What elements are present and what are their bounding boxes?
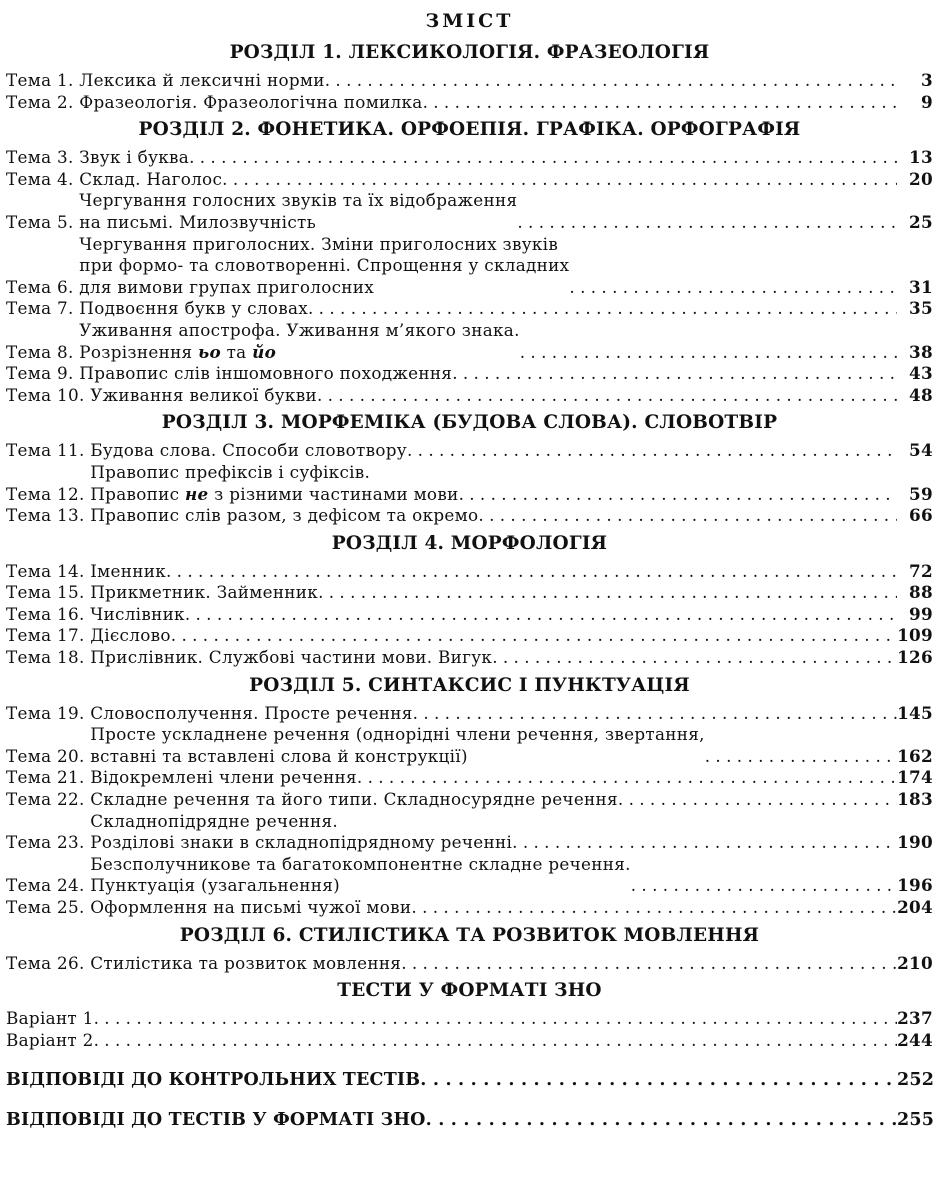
dot-leader (308, 298, 897, 320)
topic-label: Тема 2. (6, 91, 80, 112)
topic-title-line: Складнопідрядне речення. (90, 810, 339, 831)
dot-leader (166, 561, 897, 583)
topic-label: Тема 14. (6, 560, 91, 581)
page-number: 252 (897, 1070, 935, 1091)
topic-title-line: Відокремлені члени речення (90, 767, 357, 788)
page-number: 145 (897, 702, 933, 723)
topic-title-line: Правопис не з різними частинами мови (90, 483, 459, 504)
dot-leader (357, 767, 897, 789)
dot-leader (705, 746, 897, 768)
toc-entry[interactable] (6, 897, 933, 919)
toc-entry[interactable] (6, 190, 933, 233)
toc-entry[interactable] (6, 1008, 933, 1030)
page-number: 9 (921, 91, 933, 112)
dot-leader (420, 1069, 897, 1091)
page-number: 66 (909, 505, 933, 526)
page-number: 174 (897, 767, 933, 788)
topic-title-line: Іменник (90, 560, 167, 581)
topic-label: Тема 5. (6, 211, 80, 232)
dot-leader (452, 363, 897, 385)
topic-title-line: для вимови групах приголосних (79, 276, 375, 297)
topic-title-line: Варіант 2 (6, 1029, 94, 1050)
page-number: 244 (897, 1029, 933, 1050)
topic-label: Тема 24. (6, 875, 91, 896)
dot-leader (426, 1109, 897, 1131)
dot-leader (478, 505, 897, 527)
topic-label: Тема 3. (6, 147, 80, 168)
topic-title-line: Стилістика та розвиток мовлення (90, 952, 402, 973)
topic-label: Тема 7. (6, 298, 80, 319)
page-number: 48 (909, 384, 933, 405)
topic-title-line: Звук і буква (79, 147, 190, 168)
dot-leader (512, 832, 897, 854)
dot-leader (569, 277, 897, 299)
topic-title-line: Лексика й лексичні норми (79, 70, 325, 90)
topic-label: Тема 4. (6, 168, 80, 189)
toc-entry[interactable] (6, 234, 933, 299)
topic-title-line: Числівник (90, 603, 185, 624)
page-number: 38 (909, 341, 933, 362)
topic-title-line: Прислівник. Службові частини мови. Вигук (90, 647, 493, 668)
topic-title-line: Дієслово (90, 625, 171, 646)
answers-entry[interactable] (6, 1069, 933, 1091)
topic-label: Тема 25. (6, 897, 91, 917)
dot-leader (618, 789, 897, 811)
page-number: 255 (897, 1110, 935, 1131)
toc-entry[interactable] (6, 604, 933, 626)
toc-entry[interactable] (6, 363, 933, 385)
topic-title-line: Варіант 1 (6, 1008, 94, 1029)
page-number: 204 (897, 897, 933, 917)
topic-title-line: Чергування голосних звуків та їх відображення (79, 190, 518, 211)
topic-title-line: Уживання апострофа. Уживання м’якого знака. (79, 319, 520, 340)
topic-label: Тема 15. (6, 582, 91, 603)
topic-label: Тема 9. (6, 363, 80, 384)
toc-entry[interactable] (6, 811, 933, 854)
topic-title-line: вставні та вставлені слова й конструкції) (90, 745, 468, 766)
page-number: 190 (897, 832, 933, 853)
toc-entry[interactable] (6, 1030, 933, 1052)
dot-leader (325, 70, 897, 92)
topic-title-line: Правопис слів разом, з дефісом та окремо (90, 505, 479, 526)
topic-title-line: Розділові знаки в складнопідрядному реченні (90, 832, 513, 853)
page-number: 25 (909, 211, 933, 232)
page-number: 109 (897, 625, 933, 646)
dot-leader (189, 147, 897, 169)
page-number: 99 (909, 603, 933, 624)
topic-label: Тема 12. (6, 483, 91, 504)
topic-title-line: Чергування приголосних. Зміни приголосних звуків (79, 233, 559, 254)
dot-leader (631, 875, 897, 897)
section-heading: РОЗДІЛ 2. ФОНЕТИКА. ОРФОЕПІЯ. ГРАФІКА. ОРФОГРАФІЯ (138, 119, 801, 141)
topic-label: Тема 16. (6, 603, 91, 624)
topic-label: Тема 22. (6, 789, 91, 810)
toc-entry[interactable] (6, 561, 933, 583)
topic-label: Тема 23. (6, 832, 91, 853)
toc-entry[interactable] (6, 647, 933, 669)
page-number: 88 (909, 582, 933, 603)
topic-label: Тема 6. (6, 276, 80, 297)
topic-label: Тема 17. (6, 625, 91, 646)
topic-title-line: Розрізнення ьо та йо (79, 341, 277, 362)
page-number: 59 (909, 483, 933, 504)
section-heading: РОЗДІЛ 6. СТИЛІСТИКА ТА РОЗВИТОК МОВЛЕННЯ (179, 924, 760, 946)
dot-leader (318, 582, 897, 604)
toc-entry[interactable] (6, 385, 933, 407)
dot-leader (222, 169, 897, 191)
answers-entry[interactable] (6, 1109, 933, 1131)
dot-leader (520, 342, 897, 364)
toc-entry[interactable] (6, 462, 933, 505)
topic-title-line: Безсполучникове та багатокомпонентне складне речення. (90, 853, 631, 874)
topic-label: Тема 1. (6, 70, 80, 90)
section-heading: РОЗДІЛ 4. МОРФОЛОГІЯ (331, 532, 608, 554)
dot-leader (185, 604, 897, 626)
topic-label: Тема 18. (6, 647, 91, 668)
toc-entry[interactable] (6, 953, 933, 975)
dot-leader (401, 953, 897, 975)
toc-body (6, 36, 933, 1131)
page-title: ЗМІСТ (425, 10, 514, 32)
page-number: 35 (909, 298, 933, 319)
topic-title-line: Пунктуація (узагальнення) (90, 875, 340, 896)
toc-entry[interactable] (6, 147, 933, 169)
section-heading: РОЗДІЛ 5. СИНТАКСИС І ПУНКТУАЦІЯ (249, 674, 690, 696)
toc-entry[interactable] (6, 854, 933, 897)
toc-entry[interactable] (6, 92, 933, 114)
dot-leader (459, 484, 897, 506)
topic-label: Тема 8. (6, 341, 80, 362)
toc-entry[interactable] (6, 440, 933, 462)
page-number: 237 (897, 1008, 933, 1029)
toc-entry[interactable] (6, 789, 933, 811)
page-number: 210 (897, 952, 933, 973)
page-number: 183 (897, 789, 933, 810)
topic-label: Тема 21. (6, 767, 91, 788)
dot-leader (407, 440, 897, 462)
toc-entry[interactable] (6, 582, 933, 604)
toc-entry[interactable] (6, 169, 933, 191)
topic-title-line: Складне речення та його типи. Складносурядне речення (90, 789, 618, 810)
page-number: 162 (897, 745, 933, 766)
toc-entry[interactable] (6, 320, 933, 363)
topic-title-line: Просте ускладнене речення (однорідні члени речення, звертання, (90, 724, 705, 745)
page-number: 3 (921, 70, 933, 90)
section-heading: РОЗДІЛ 1. ЛЕКСИКОЛОГІЯ. ФРАЗЕОЛОГІЯ (229, 42, 710, 63)
topic-title-line: при формо- та словотворенні. Спрощення у складних (79, 255, 570, 276)
topic-title-line: Словосполучення. Просте речення (90, 702, 413, 723)
topic-title-line: Фразеологія. Фразеологічна помилка (79, 91, 423, 112)
dot-leader (492, 647, 897, 669)
topic-label: Тема 19. (6, 702, 91, 723)
topic-label: Тема 20. (6, 745, 91, 766)
page-number: 31 (909, 276, 933, 297)
page-number: 72 (909, 560, 933, 581)
dot-leader (423, 92, 897, 114)
topic-label: Тема 13. (6, 505, 91, 526)
topic-label: Тема 26. (6, 952, 91, 973)
topic-title-line: Склад. Наголос (79, 168, 223, 189)
toc-entry[interactable] (6, 505, 933, 527)
topic-title-line: Подвоєння букв у словах (79, 298, 309, 319)
toc-entry[interactable] (6, 70, 933, 92)
topic-title-line: Будова слова. Способи словотвору (90, 440, 407, 461)
answers-title: ВІДПОВІДІ ДО ТЕСТІВ У ФОРМАТІ ЗНО (6, 1110, 426, 1131)
topic-label: Тема 10. (6, 384, 91, 405)
section-heading: ТЕСТИ У ФОРМАТІ ЗНО (337, 980, 602, 1002)
toc-entry[interactable] (6, 298, 933, 320)
topic-label: Тема 11. (6, 440, 91, 461)
topic-title-line: на письмі. Милозвучність (79, 211, 317, 232)
page-number: 13 (909, 147, 933, 168)
answers-title: ВІДПОВІДІ ДО КОНТРОЛЬНИХ ТЕСТІВ (6, 1070, 421, 1091)
topic-title-line: Уживання великої букви (90, 384, 317, 405)
dot-leader (517, 212, 897, 234)
topic-title-line: Правопис слів іншомовного походження (79, 363, 453, 384)
toc-entry[interactable] (6, 625, 933, 647)
dot-leader (413, 703, 897, 725)
toc-entry[interactable] (6, 767, 933, 789)
topic-title-line: Правопис префіксів і суфіксів. (90, 461, 371, 482)
topic-title-line: Прикметник. Займенник (90, 582, 319, 603)
page-number: 54 (909, 440, 933, 461)
page-number: 196 (897, 875, 933, 896)
section-heading: РОЗДІЛ 3. МОРФЕМІКА (БУДОВА СЛОВА). СЛОВОТВІР (161, 412, 778, 434)
dot-leader (94, 1008, 897, 1030)
topic-title-line: Оформлення на письмі чужої мови (90, 897, 412, 917)
dot-leader (411, 897, 897, 919)
page-number: 20 (909, 168, 933, 189)
toc-entry[interactable] (6, 703, 933, 725)
dot-leader (94, 1030, 897, 1052)
page-number: 43 (909, 363, 933, 384)
page-number: 126 (897, 647, 933, 668)
dot-leader (317, 385, 897, 407)
toc-entry[interactable] (6, 724, 933, 767)
dot-leader (171, 625, 897, 647)
